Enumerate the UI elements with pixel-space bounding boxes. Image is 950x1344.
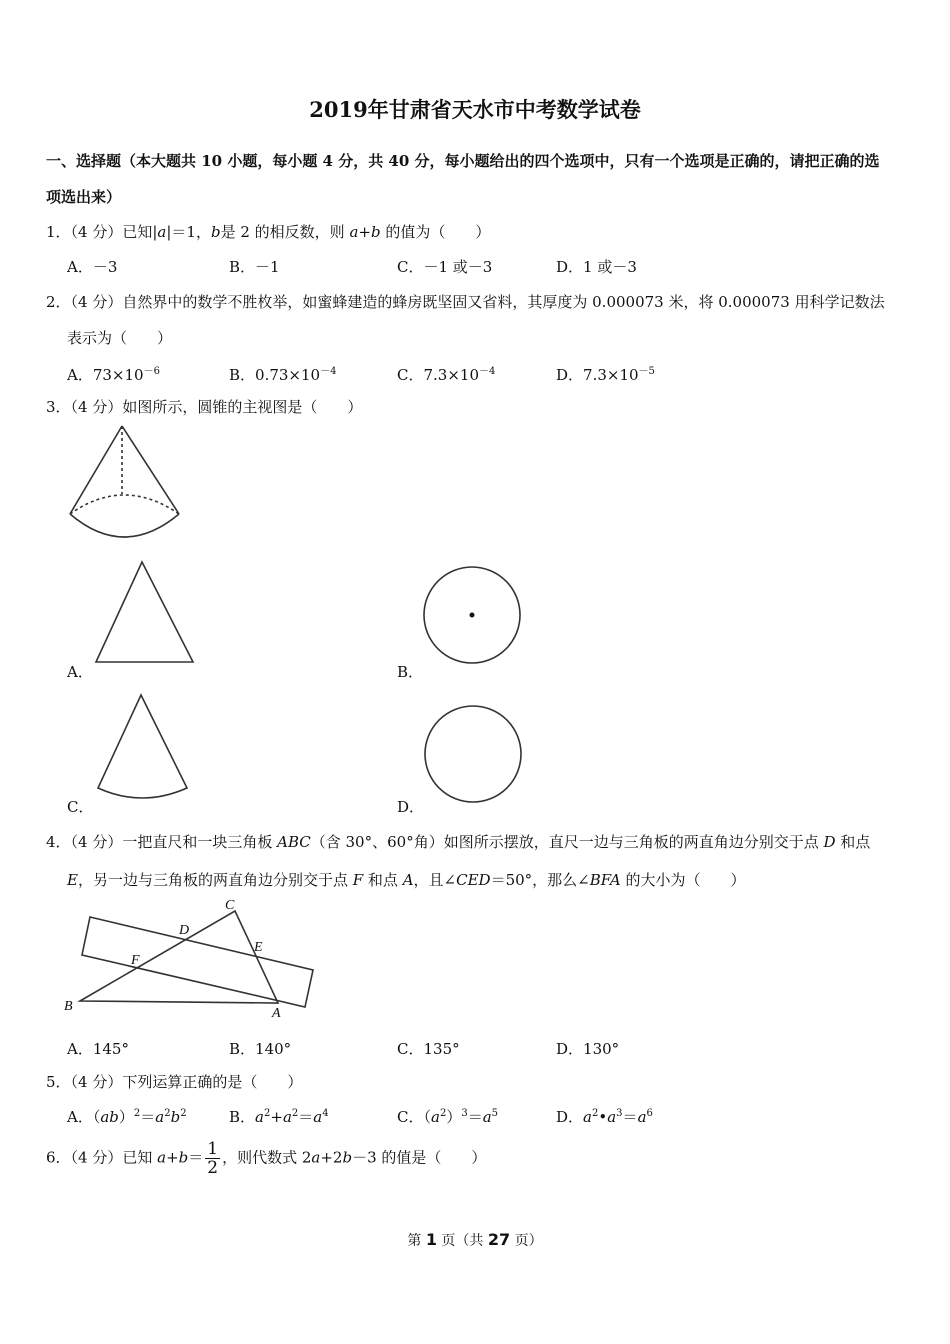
question-1-stem: 1．（4 分）已知|a|＝1，b是 2 的相反数，则 a+b 的值为（ ） [46, 223, 491, 241]
page-title: 2019年甘肃省天水市中考数学试卷 [309, 97, 641, 122]
question-1-option-b: B．－1 [229, 258, 280, 276]
sector-shape [98, 695, 187, 798]
question-2-option-b: B．$0.73\times 10^{-4}$ [229, 366, 337, 384]
section-header-line2: 项选出来） [46, 188, 122, 206]
ruler-shape [82, 917, 313, 1007]
cone-figure [60, 420, 190, 545]
point-label-b: B [64, 999, 73, 1014]
question-3-option-d-circle [420, 703, 525, 808]
question-3-option-c-sector [90, 690, 200, 805]
center-dot [470, 613, 475, 618]
question-1-option-c: C．－1 或－3 [397, 258, 493, 276]
question-2-stem-line2: 表示为（ ） [67, 329, 173, 347]
question-4-option-d: D．130° [556, 1040, 620, 1058]
question-4-stem-line2: E，另一边与三角板的两直角边分别交于点 F 和点 A，且∠CED＝50°，那么∠BFA 的大小为（ ） [67, 871, 746, 889]
point-label-e: E [254, 940, 263, 955]
page-footer: 第 1 页（共 27 页） [407, 1230, 543, 1249]
question-1-option-d: D．1 或－3 [556, 258, 637, 276]
question-3-option-d-label: D． [397, 798, 425, 816]
question-4-option-a: A．145° [67, 1040, 129, 1058]
question-3-stem: 3．（4 分）如图所示，圆锥的主视图是（ ） [46, 398, 363, 416]
ruler-triangle-figure [60, 893, 330, 1023]
cone-base-back-dashed [70, 495, 179, 514]
question-5-option-a: A．$(ab)^2=a^2b^2$ [67, 1108, 187, 1126]
question-3-option-b-label: B． [397, 663, 424, 681]
point-label-d: D [179, 923, 190, 938]
question-4-option-c: C．135° [397, 1040, 460, 1058]
question-2-option-d: D．$7.3\times 10^{-5}$ [556, 366, 655, 384]
question-3-option-a-triangle [90, 558, 200, 668]
question-3-option-c-label: C． [67, 798, 94, 816]
question-6-stem: 6．（4 分）已知 a+b＝ $\frac{1}{2}$ ，则代数式 2a+2b－3 的值是（ ） [46, 1139, 487, 1178]
question-5-option-c: C．$(a^2)^3=a^5$ [397, 1108, 499, 1126]
point-label-c: C [225, 898, 235, 913]
question-5-option-b: B．$a^2+a^2=a^4$ [229, 1108, 329, 1126]
question-4-option-b: B．140° [229, 1040, 292, 1058]
cone-base-front-arc [70, 514, 179, 537]
cone-right-edge [122, 426, 179, 514]
question-4-stem-line1: 4．（4 分）一把直尺和一块三角板 ABC（含 30°、60°角）如图所示摆放，直尺一边与三角板的两直角边分别交于点 D 和点 [46, 833, 871, 851]
question-2-stem-line1: 2．（4 分）自然界中的数学不胜枚举，如蜜蜂建造的蜂房既坚固又省料，其厚度为 0.000073 米，将 0.000073 用科学记数法 [46, 293, 885, 311]
fraction: $\frac{1}{2}$ [207, 1139, 219, 1178]
question-3-option-b-circle-with-dot [420, 563, 525, 668]
question-2-option-a: A．$73\times 10^{-6}$ [67, 366, 160, 384]
cone-left-edge [70, 426, 122, 514]
question-5-stem: 5．（4 分）下列运算正确的是（ ） [46, 1073, 303, 1091]
point-label-f: F [131, 953, 140, 968]
question-5-option-d: D．$a^2•a^3=a^6$ [556, 1108, 653, 1126]
question-2-option-c: C．$7.3\times 10^{-4}$ [397, 366, 496, 384]
section-header-line1: 一、选择题（本大题共 10 小题，每小题 4 分，共 40 分，每小题给出的四个选项中，只有一个选项是正确的，请把正确的选 [46, 152, 880, 170]
question-3-option-a-label: A． [67, 663, 93, 681]
question-1-option-a: A．－3 [67, 258, 118, 276]
point-label-a: A [272, 1006, 281, 1021]
triangle-shape [96, 562, 193, 662]
circle-shape [425, 706, 521, 802]
